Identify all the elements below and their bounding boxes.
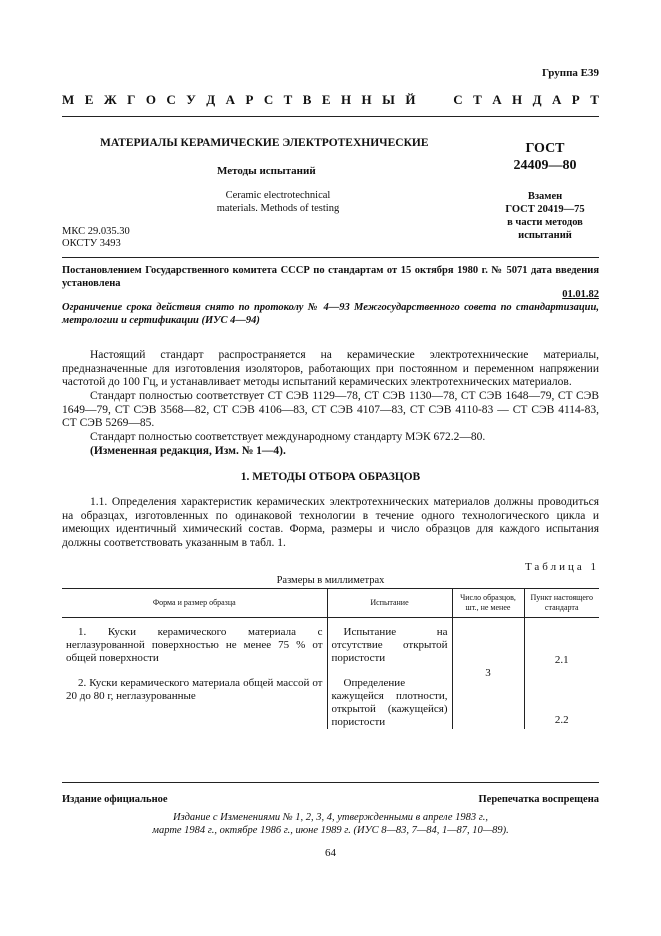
banner-letter: У — [186, 92, 196, 107]
banner-letter: М — [62, 92, 75, 107]
english-title-line: Ceramic electrotechnical — [225, 190, 331, 201]
banner-letter: Р — [571, 92, 580, 107]
gost-designation — [490, 140, 600, 174]
intro-paragraph: Стандарт полностью соответствует СТ СЭВ 1129—78, СТ СЭВ 1130—78, СТ СЭВ 1648—79, СТ СЭВ 1649—79, СТ СЭВ 3568—82, СТ СЭВ 4106—83, СТ СЭВ 4107—83, СТ СЭВ 4110-83 — СТ СЭВ 4114-83, СТ СЭВ 5269—85. — [62, 390, 599, 429]
document-subtitle: Методы испытаний — [217, 165, 316, 177]
table-header-row — [62, 589, 599, 618]
footer-rule — [62, 782, 599, 783]
replaces-line: ГОСТ 20419—75 — [505, 204, 585, 215]
decree-text: Постановлением Государственного комитета СССР по стандартам от 15 октября 1980 г. № 5071 дата введения установлена — [62, 265, 599, 289]
intro-paragraph: Стандарт полностью соответствует международному стандарту МЭК 672.2—80. — [90, 431, 486, 443]
reprint-prohibited-label: Перепечатка воспрещена — [478, 794, 599, 805]
banner-letter: С — [263, 92, 274, 107]
banner-letter — [426, 92, 429, 108]
banner-letter: С — [166, 92, 176, 107]
replaces-line: Взамен — [527, 191, 563, 202]
table-size-note: Размеры в миллиметрах — [276, 575, 385, 586]
banner-letter: Н — [361, 92, 372, 107]
banner-letter: Н — [340, 92, 352, 107]
banner-letter: Т — [283, 92, 293, 107]
edition-note-line: марте 1984 г., октябре 1986 г., июне 1989 г. (ИУС 8—83, 7—84, 1—87, 10—89). — [152, 825, 509, 836]
banner-letter: В — [302, 92, 312, 107]
banner-letter: Т — [590, 92, 599, 107]
page-number: 64 — [325, 847, 336, 859]
gost-label: ГОСТ — [525, 141, 565, 156]
english-title — [178, 189, 378, 215]
group-code: Группа Е39 — [541, 67, 599, 79]
classification-codes — [62, 226, 130, 250]
table-cell-test: Определение кажущейся плотности, открытой (кажущейся) пористости — [327, 669, 452, 729]
banner-letter: Ж — [103, 92, 117, 107]
banner-letter: Д — [532, 92, 542, 107]
edition-note — [62, 811, 599, 837]
table-row — [62, 618, 599, 669]
replaces-line: в части методов — [507, 217, 583, 228]
document-title: МАТЕРИАЛЫ КЕРАМИЧЕСКИЕ ЭЛЕКТРОТЕХНИЧЕСКИЕ — [100, 137, 429, 149]
table-cell-form: 2. Куски керамического материала общей массой от 20 до 80 г, неглазурованные — [66, 676, 323, 702]
banner-letter: Р — [245, 92, 254, 107]
mks-code: МКС 29.035.30 — [62, 226, 130, 237]
banner-letter: А — [225, 92, 235, 107]
banner-letter: Е — [321, 92, 331, 107]
samples-table — [62, 588, 599, 729]
title-rule — [62, 257, 599, 258]
table-cell-count: 3 — [452, 618, 524, 729]
banner-letter: Е — [84, 92, 94, 107]
replaces-note — [480, 190, 610, 242]
table-header-cell: Форма и размер образца — [62, 589, 327, 618]
banner-letter: Й — [405, 92, 416, 107]
banner-letter: Г — [127, 92, 136, 107]
okstu-code: ОКСТУ 3493 — [62, 238, 121, 249]
validity-limit-note: Ограничение срока действия снято по протоколу № 4—93 Межгосударственного совета по стандартизации, метрологии и сертификации (ИУС 4—94) — [62, 302, 599, 326]
replaces-line: испытаний — [518, 230, 572, 241]
table-cell-form: 1. Куски керамического материала с неглазурованной поверхностью не менее 75 % от общей поверхности — [66, 626, 323, 664]
gost-number: 24409—80 — [513, 158, 577, 173]
banner-letter: А — [551, 92, 562, 107]
table-cell-clause: 2.2 — [524, 669, 599, 729]
table-cell-test: Испытание на отсутствие открытой пористости — [327, 618, 452, 669]
banner-letter: С — [453, 92, 463, 107]
table-caption: Таблица 1 — [524, 561, 599, 573]
table-cell-clause: 2.1 — [524, 618, 599, 669]
table-header-cell: Испытание — [327, 589, 452, 618]
banner-letter: О — [145, 92, 156, 107]
intro-paragraph: Настоящий стандарт распространяется на керамические электротехнические материалы, предназначенные для изготовления изоляторов, работающих при постоянном и переменном напряжении частотой до 100 Гц, и устанавливает методы испытаний керамических электротехнических материалов. — [62, 349, 599, 388]
banner-letter: Ы — [382, 92, 395, 107]
banner-letter: Т — [473, 92, 482, 107]
banner-rule — [62, 116, 599, 117]
banner-letter — [440, 92, 443, 108]
banner-letter: Н — [512, 92, 523, 107]
banner-letter: А — [492, 92, 502, 107]
section-paragraph: 1.1. Определения характеристик керамических электротехнических материалов должны проводиться на образцах, изготовленных по одинаковой технологии в течение одного технологического цикла и имеющих идентичный химический состав. Форма, размеры и число образцов для каждого испытания должны соответствовать указанным в табл. 1. — [62, 496, 599, 549]
effective-date: 01.01.82 — [562, 289, 599, 300]
official-edition-label: Издание официальное — [62, 794, 168, 805]
amendment-note: (Измененная редакция, Изм. № 1—4). — [90, 445, 286, 457]
section-heading: 1. МЕТОДЫ ОТБОРА ОБРАЗЦОВ — [240, 471, 421, 483]
standard-banner — [62, 92, 599, 108]
table-header-cell: Число образцов, шт., не менее — [452, 589, 524, 618]
banner-letter: Д — [206, 92, 216, 107]
english-title-line: materials. Methods of testing — [216, 203, 340, 214]
edition-note-line: Издание с Изменениями № 1, 2, 3, 4, утвержденными в апреле 1983 г., — [173, 812, 488, 823]
table-header-cell: Пункт настоящего стандарта — [524, 589, 599, 618]
